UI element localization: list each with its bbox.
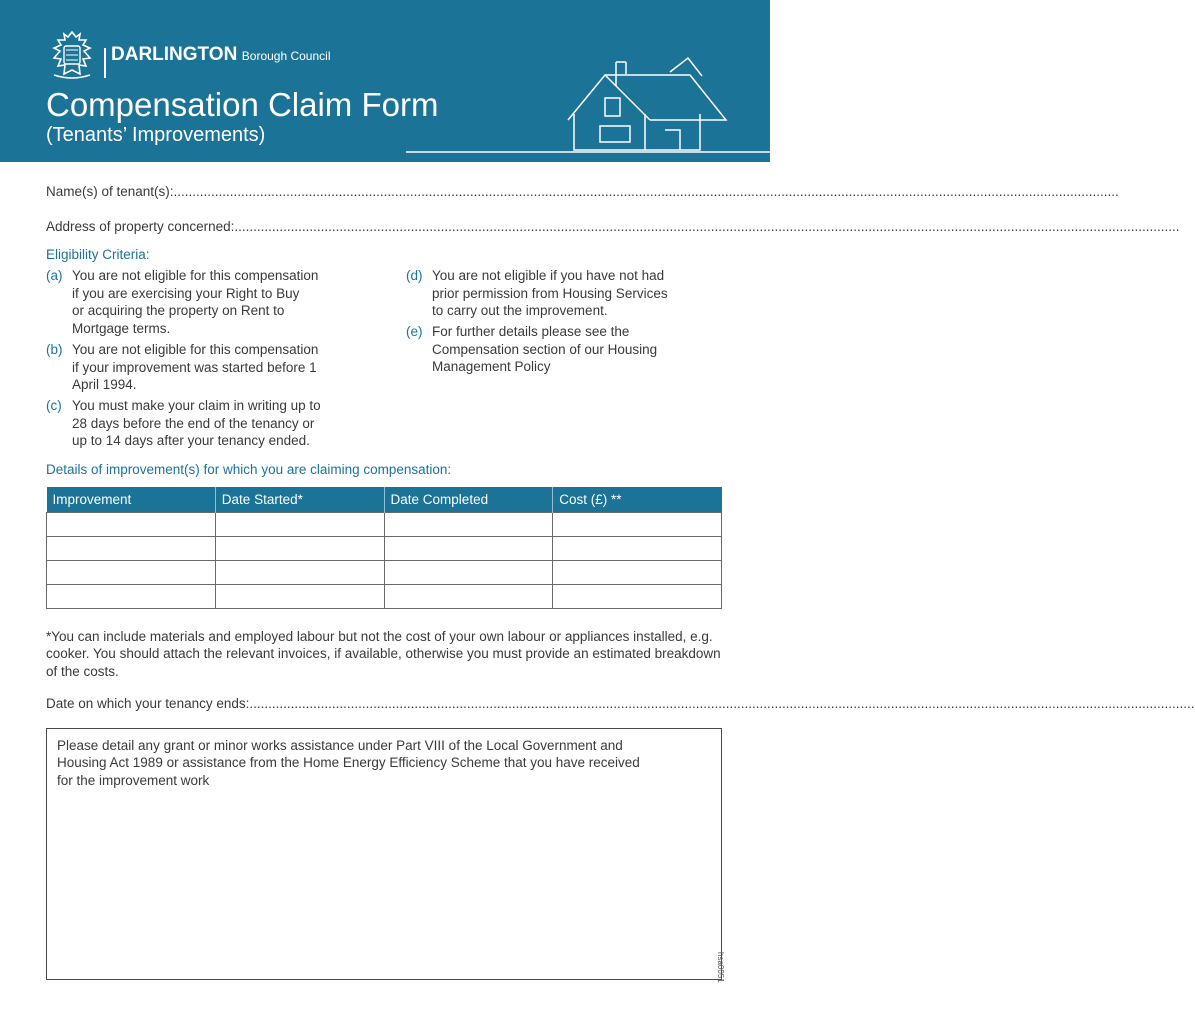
grant-line: Housing Act 1989 or assistance from the Home Energy Efficiency Scheme that you have received <box>57 755 640 771</box>
table-cell[interactable] <box>553 536 722 560</box>
table-cell[interactable] <box>553 512 722 536</box>
tenancy-end-dots: ............................................................................................................................................................................................................................................................ <box>249 696 1195 711</box>
criterion-label: (a) <box>46 268 63 283</box>
table-cell[interactable] <box>47 560 216 584</box>
table-cell[interactable] <box>215 584 384 608</box>
logo-divider <box>104 48 106 78</box>
criterion-line: if your improvement was started before 1 <box>72 359 317 375</box>
criterion-line: You are not eligible for this compensation <box>72 268 319 283</box>
org-name: DARLINGTON <box>111 44 238 65</box>
council-crest-icon <box>46 28 98 82</box>
table-cell[interactable] <box>384 536 553 560</box>
grant-line: Please detail any grant or minor works assistance under Part VIII of the Local Government and <box>57 738 623 753</box>
column-header: Improvement <box>47 487 216 512</box>
tenancy-end-label: Date on which your tenancy ends: <box>46 696 250 711</box>
criterion-line: April 1994. <box>72 377 137 393</box>
table-header-row <box>47 487 722 512</box>
column-header: Cost (£) ** <box>553 487 722 512</box>
criterion-label: (b) <box>46 342 63 357</box>
criterion-label: (e) <box>406 324 423 339</box>
grant-instructions <box>57 737 707 789</box>
column-header: Date Completed <box>384 487 553 512</box>
table-row <box>47 536 722 560</box>
criterion-line: You are not eligible for this compensation <box>72 342 319 357</box>
criterion-line: if you are exercising your Right to Buy <box>72 285 300 301</box>
criterion-label: (d) <box>406 268 423 283</box>
criterion-line: Management Policy <box>432 359 551 375</box>
criterion-label: (c) <box>46 398 62 413</box>
grant-line: for the improvement work <box>57 772 210 788</box>
tenancy-end-field[interactable] <box>46 696 1195 711</box>
table-row <box>47 584 722 608</box>
table-row <box>47 560 722 584</box>
form-code: hsa0051 <box>716 952 725 983</box>
cost-note: *You can include materials and employed labour but not the cost of your own labour or appliances installed, e.g. cooker. You should attach the relevant invoices, if available, otherwise you must provide an estimated breakdown of the costs. <box>46 629 721 679</box>
grant-details-box[interactable] <box>46 728 722 980</box>
address-field[interactable] <box>46 219 1180 234</box>
table-cell[interactable] <box>384 584 553 608</box>
address-dots: ............................................................................................................................................................................................................................................................ <box>234 219 1180 234</box>
improvements-table <box>46 487 722 609</box>
criterion-line: or acquiring the property on Rent to <box>72 303 285 319</box>
page-title: Compensation Claim Form <box>46 86 439 123</box>
criterion-line: Mortgage terms. <box>72 320 171 336</box>
address-label: Address of property concerned: <box>46 219 235 234</box>
table-cell[interactable] <box>215 560 384 584</box>
house-outline-icon <box>400 50 770 162</box>
header-banner <box>0 0 770 162</box>
table-cell[interactable] <box>384 560 553 584</box>
table-cell[interactable] <box>47 536 216 560</box>
eligibility-title: Eligibility Criteria: <box>46 247 150 262</box>
table-cell[interactable] <box>553 584 722 608</box>
table-cell[interactable] <box>215 536 384 560</box>
criterion-line: You are not eligible if you have not had <box>432 268 665 283</box>
tenant-name-field[interactable] <box>46 184 1119 199</box>
table-cell[interactable] <box>553 560 722 584</box>
page-subtitle: (Tenants’ Improvements) <box>46 124 266 146</box>
criterion-line: For further details please see the <box>432 324 630 339</box>
tenant-name-dots: ............................................................................................................................................................................................................................................................ <box>173 184 1119 199</box>
criterion-line: You must make your claim in writing up to <box>72 398 321 413</box>
criterion-line: prior permission from Housing Services <box>432 285 668 301</box>
org-sub: Borough Council <box>241 49 331 63</box>
council-logo-text <box>111 45 331 65</box>
column-header: Date Started* <box>215 487 384 512</box>
criterion-line: up to 14 days after your tenancy ended. <box>72 433 310 449</box>
table-row <box>47 512 722 536</box>
table-cell[interactable] <box>47 584 216 608</box>
table-cell[interactable] <box>215 512 384 536</box>
criterion-line: 28 days before the end of the tenancy or <box>72 415 315 431</box>
tenant-name-label: Name(s) of tenant(s): <box>46 184 174 199</box>
details-title: Details of improvement(s) for which you are claiming compensation: <box>46 462 452 477</box>
table-cell[interactable] <box>384 512 553 536</box>
criterion-line: to carry out the improvement. <box>432 303 608 319</box>
criterion-line: Compensation section of our Housing <box>432 341 658 357</box>
table-cell[interactable] <box>47 512 216 536</box>
